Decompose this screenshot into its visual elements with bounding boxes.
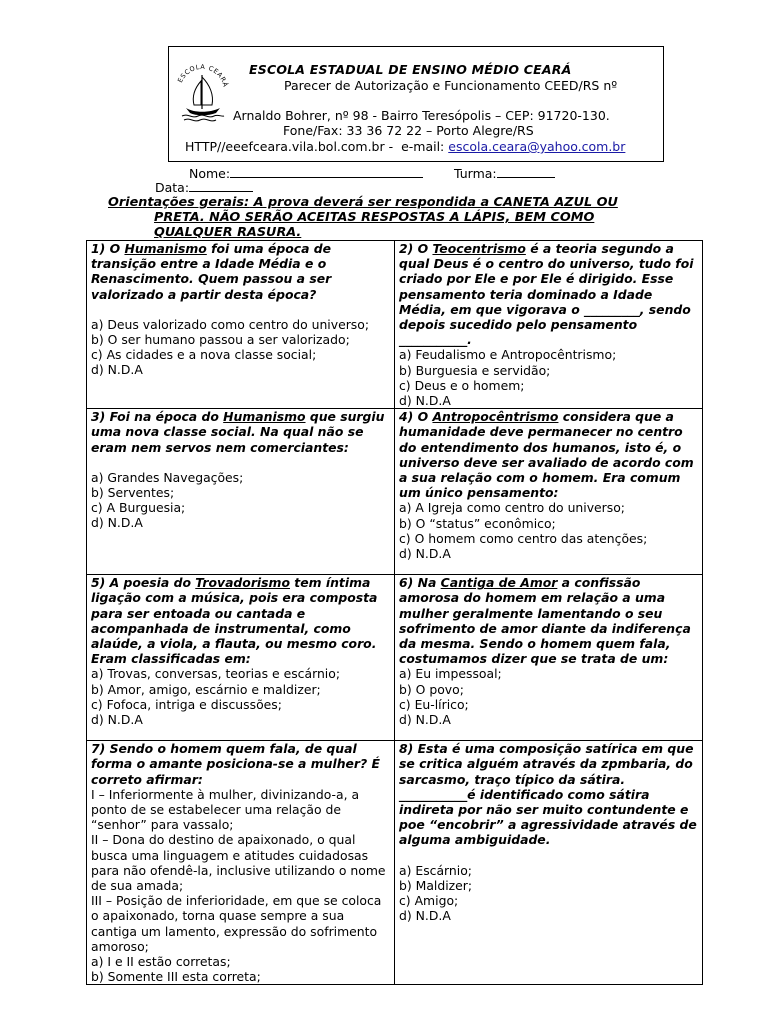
question-4 bbox=[395, 409, 703, 575]
instructions-line-2: PRETA. NÃO SERÃO ACEITAS RESPOSTAS A LÁPIS, BEM COMO bbox=[154, 210, 595, 225]
q2-prefix: 2) O bbox=[399, 241, 433, 256]
date-blank[interactable] bbox=[189, 180, 253, 192]
q1-option-d[interactable]: d) N.D.A bbox=[91, 362, 143, 378]
q4-prefix: 4) O bbox=[399, 409, 433, 425]
q6-option-d[interactable]: d) N.D.A bbox=[399, 712, 451, 728]
question-7-text: 7) Sendo o homem quem fala, de qual forma o amante posiciona-se a mulher? É correto afirmar: bbox=[91, 741, 381, 787]
question-2-text bbox=[399, 241, 693, 347]
question-1 bbox=[87, 241, 395, 409]
q1-option-a[interactable]: a) Deus valorizado como centro do universo; bbox=[91, 316, 370, 332]
question-6 bbox=[395, 575, 703, 741]
q5-option-d[interactable]: d) N.D.A bbox=[91, 712, 143, 728]
logo-text: ESCOLA CEARÁ bbox=[175, 62, 230, 89]
q2-option-c[interactable]: c) Deus e o homem; bbox=[399, 377, 525, 393]
question-1-text bbox=[91, 241, 331, 302]
q4-body: considera que a humanidade deve permanecer no centro do entendimento dos humanos, isto é, o universo deve ser avaliado de acordo com a sua relação com o homem. Era comum um único pensamento: bbox=[399, 409, 694, 501]
q3-option-b[interactable]: b) Serventes; bbox=[91, 485, 175, 501]
q7-statement-1: I – Inferiormente à mulher, divinizando-a, a ponto de se estabelecer uma relação de “senhor” para vassalo; bbox=[91, 786, 360, 833]
q8-option-b[interactable]: b) Maldizer; bbox=[399, 877, 473, 893]
q7-option-b[interactable]: b) Somente III esta correta; bbox=[91, 969, 261, 985]
q3-option-a[interactable]: a) Grandes Navegações; bbox=[91, 469, 244, 485]
q5-option-a[interactable]: a) Trovas, conversas, teorias e escárnio; bbox=[91, 666, 341, 682]
website-text: HTTP//eeefceara.vila.bol.com.br bbox=[185, 139, 385, 154]
q5-prefix: 5) A poesia do bbox=[91, 575, 196, 591]
school-logo-icon bbox=[172, 61, 232, 123]
q1-body: foi uma época de transição entre a Idade Média e o Renascimento. Quem passou a ser valorizado a partir desta época? bbox=[91, 241, 332, 302]
question-3-text bbox=[91, 409, 384, 454]
class-field bbox=[454, 166, 555, 181]
general-instructions bbox=[108, 195, 648, 240]
question-6-text bbox=[399, 575, 691, 666]
q4-keyword: Antropocêntrismo bbox=[432, 409, 559, 425]
q3-option-d[interactable]: d) N.D.A bbox=[91, 515, 143, 531]
address-line: Arnaldo Bohrer, nº 98 - Bairro Teresópolis – CEP: 91720-130. bbox=[233, 108, 610, 123]
instructions-text-1: A prova deverá ser respondida a CANETA AZUL OU bbox=[249, 195, 618, 210]
q5-option-c[interactable]: c) Fofoca, intriga e discussões; bbox=[91, 696, 282, 712]
q2-option-a[interactable]: a) Feudalismo e Antropocêntrismo; bbox=[399, 347, 617, 363]
name-field bbox=[189, 166, 423, 181]
school-header bbox=[168, 46, 664, 162]
q5-body: tem íntima ligação com a música, pois era composta para ser entoada ou cantada e acompanhada de instrumental, como alaúde, a viola, a flauta, ou mesmo coro. Eram classificadas em: bbox=[91, 575, 378, 667]
instructions-label: Orientações gerais: bbox=[108, 195, 250, 210]
question-3 bbox=[87, 409, 395, 575]
q3-option-c[interactable]: c) A Burguesia; bbox=[91, 500, 186, 516]
contact-line bbox=[185, 139, 625, 154]
q4-option-d[interactable]: d) N.D.A bbox=[399, 546, 451, 562]
q3-body: que surgiu uma nova classe social. Na qual não se eram nem servos nem comerciantes: bbox=[91, 409, 385, 455]
q3-keyword: Humanismo bbox=[223, 409, 306, 425]
q7-statement-3: III – Posição de inferioridade, em que se coloca o apaixonado, torna quase sempre a sua cantiga um lamento, expressão do sofrimento amoroso; bbox=[91, 893, 382, 954]
authorization-line: Parecer de Autorização e Funcionamento CEED/RS nº bbox=[284, 78, 618, 93]
date-label: Data: bbox=[155, 180, 190, 195]
instructions-line-3: QUALQUER RASURA. bbox=[154, 225, 302, 240]
q7-option-a[interactable]: a) I e II estão corretas; bbox=[91, 954, 231, 970]
question-4-text bbox=[399, 409, 694, 500]
class-label: Turma: bbox=[454, 166, 497, 181]
q6-option-a[interactable]: a) Eu impessoal; bbox=[399, 666, 502, 682]
q5-keyword: Trovadorismo bbox=[195, 575, 290, 591]
svg-text:ESCOLA CEARÁ bbox=[176, 63, 231, 88]
question-7 bbox=[87, 741, 395, 985]
q3-prefix: 3) Foi na época do bbox=[91, 409, 224, 425]
q5-option-b[interactable]: b) Amor, amigo, escárnio e maldizer; bbox=[91, 681, 321, 697]
email-link[interactable]: escola.ceara@yahoo.com.br bbox=[448, 139, 626, 154]
question-8 bbox=[395, 741, 703, 985]
question-5-text bbox=[91, 575, 377, 666]
q4-option-c[interactable]: c) O homem como centro das atenções; bbox=[399, 530, 648, 546]
class-blank[interactable] bbox=[497, 166, 555, 178]
q2-body: é a teoria segundo a qual Deus é o centro do universo, tudo foi criado por Ele e por Ele é dirigido. Esse pensamento teria dominado a Idade Média, em que vigorava o _________, sendo depois sucedido pelo pensamento ___________. bbox=[399, 241, 694, 348]
question-8-text: 8) Esta é uma composição satírica em que se critica alguém através da zpmbaria, do sarcasmo, traço típico da sátira. ___________é identificado como sátira indireta por não ser muito contundente e poe “encobrir” a agressividade através de alguma ambiguidade. bbox=[399, 741, 697, 848]
q6-option-c[interactable]: c) Eu-lírico; bbox=[399, 696, 469, 712]
phone-line: Fone/Fax: 33 36 72 22 – Porto Alegre/RS bbox=[283, 123, 534, 138]
q8-option-a[interactable]: a) Escárnio; bbox=[399, 862, 472, 878]
q4-option-a[interactable]: a) A Igreja como centro do universo; bbox=[399, 500, 625, 516]
q6-option-b[interactable]: b) O povo; bbox=[399, 681, 464, 697]
date-field bbox=[155, 180, 253, 195]
q1-option-b[interactable]: b) O ser humano passou a ser valorizado; bbox=[91, 332, 350, 348]
instructions-line-1 bbox=[108, 195, 648, 210]
name-blank[interactable] bbox=[230, 166, 423, 178]
q8-option-c[interactable]: c) Amigo; bbox=[399, 893, 459, 909]
q2-keyword: Teocentrismo bbox=[432, 241, 526, 256]
name-label: Nome: bbox=[189, 166, 231, 181]
q6-body: a confissão amorosa do homem em relação a uma mulher geralmente lamentando o seu sofrimento de amor diante da indiferença da mesma. Sendo o homem quem fala, costumamos dizer que se trata de um: bbox=[399, 575, 691, 667]
q8-option-d[interactable]: d) N.D.A bbox=[399, 908, 451, 924]
q1-option-c[interactable]: c) As cidades e a nova classe social; bbox=[91, 347, 317, 363]
email-label: - e-mail: bbox=[384, 139, 449, 154]
q4-option-b[interactable]: b) O “status” econômico; bbox=[399, 515, 556, 531]
question-2 bbox=[395, 241, 703, 409]
school-name: ESCOLA ESTADUAL DE ENSINO MÉDIO CEARÁ bbox=[249, 62, 572, 77]
questions-table bbox=[86, 240, 703, 985]
q7-statement-2: II – Dona do destino de apaixonado, o qual busca uma linguagem e atitudes cuidadosas para não ofendê-la, inclusive utilizando o nome de sua amada; bbox=[91, 832, 386, 894]
q1-prefix: 1) O bbox=[91, 241, 125, 256]
question-5 bbox=[87, 575, 395, 741]
q6-keyword: Cantiga de Amor bbox=[440, 575, 558, 591]
q2-option-b[interactable]: b) Burguesia e servidão; bbox=[399, 362, 551, 378]
q2-option-d[interactable]: d) N.D.A bbox=[399, 393, 451, 409]
q6-prefix: 6) Na bbox=[399, 575, 441, 591]
q1-keyword: Humanismo bbox=[124, 241, 207, 256]
